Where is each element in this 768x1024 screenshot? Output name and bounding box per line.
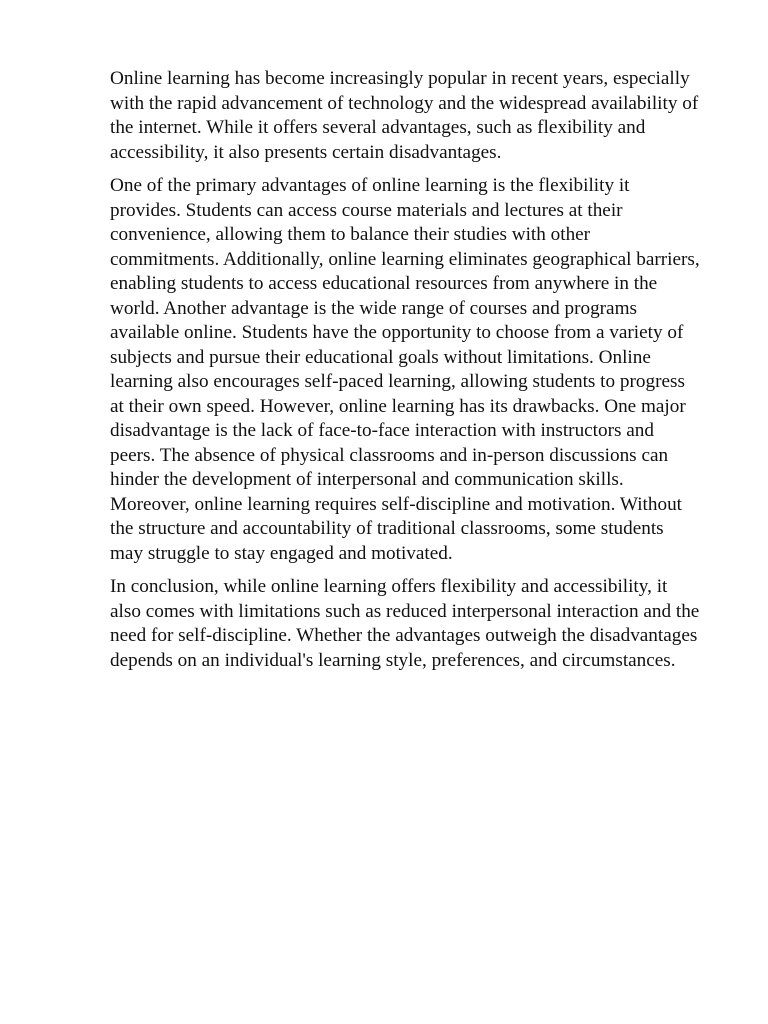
paragraph-advantages-and-disadvantages: One of the primary advantages of online learning is the flexibility it provides. Students can access course materials and lectures at their convenience, allowing them to balance their studies with other commitments. Additionally, online learning eliminates geographical barriers, enabling students to access educational resources from anywhere in the world. Another advantage is the wide range of courses and programs available online. Students have the opportunity to choose from a variety of subjects and pursue their educational goals without limitations. Online learning also encourages self-paced learning, allowing students to progress at their own speed. However, online learning has its drawbacks. One major disadvantage is the lack of face-to-face interaction with instructors and peers. The absence of physical classrooms and in-person discussions can hinder the development of interpersonal and communication skills. Moreover, online learning requires self-discipline and motivation. Without the structure and accountability of traditional classrooms, some students may struggle to stay engaged and motivated. [110,175,700,564]
document-body [110,67,700,682]
paragraph-introduction: Online learning has become increasingly popular in recent years, especially with the rapid advancement of technology and the widespread availability of the internet. While it offers several advantages, such as flexibility and accessibility, it also presents certain disadvantages. [110,68,699,163]
paragraph-conclusion: In conclusion, while online learning offers flexibility and accessibility, it also comes with limitations such as reduced interpersonal interaction and the need for self-discipline. Whether the advantages outweigh the disadvantages depends on an individual's learning style, preferences, and circumstances. [110,576,700,671]
